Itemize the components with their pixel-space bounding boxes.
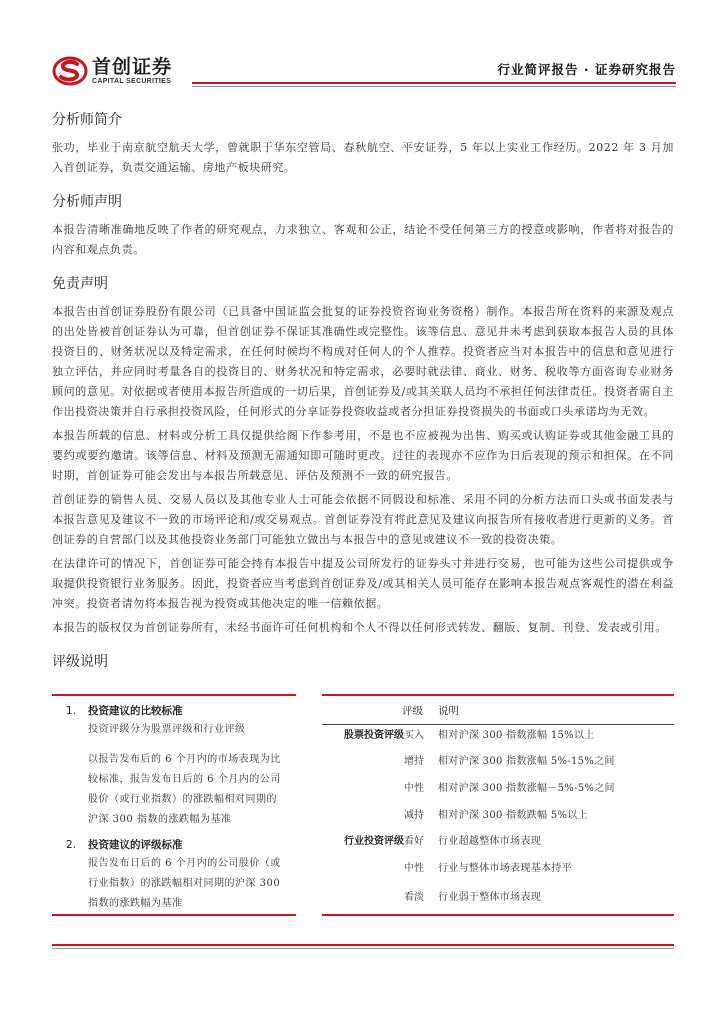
rating-level: 减持 xyxy=(404,810,424,821)
rating-right-top-rule xyxy=(322,694,674,696)
criteria-number: 2. xyxy=(66,839,77,851)
rating-desc: 相对沪深 300 指数涨幅－5%-5%之间 xyxy=(438,783,615,794)
rating-right-bottom-rule xyxy=(322,914,674,916)
page-header xyxy=(52,52,676,88)
rating-desc: 行业与整体市场表现基本持平 xyxy=(438,863,572,874)
footer-divider-red xyxy=(52,944,674,946)
rating-level: 中性 xyxy=(404,783,424,794)
criteria-line: 较标准，报告发布日后的 6 个月内的公司 xyxy=(88,774,281,785)
criteria-line: 报告发布日后的 6 个月内的公司股价（或 xyxy=(88,858,281,869)
logo-text-en: CAPITAL SECURITIES xyxy=(92,78,172,85)
analyst-statement-text: 本报告清晰准确地反映了作者的研究观点，力求独立、客观和公正，结论不受任何第三方的授意或影响，作者将对报告的内容和观点负责。 xyxy=(52,223,674,256)
report-type-title: 行业简评报告 · 证券研究报告 xyxy=(497,62,676,77)
analyst-intro-title: 分析师简介 xyxy=(52,112,122,128)
disclaimer-paragraph: 本报告的版权仅为首创证券所有，未经书面许可任何机构和个人不得以任何形式转发、翻版、复制、刊登、发表或引用。 xyxy=(52,621,667,634)
logo-text-cn: 首创证券 xyxy=(92,56,173,78)
disclaimer-paragraph: 本报告所载的信息、材料或分析工具仅提供给阁下作参考用，不是也不应被视为出售、购买或认购证券或其他金融工具的要约或要约邀请。该等信息、材料及预测无需通知即可随时更改。过往的表现亦不应作为日后表现的预示和担保。在不同时期，首创证券可能会发出与本报告所载意见、评估及预测不一致的研究报告。 xyxy=(52,429,674,482)
rating-criteria xyxy=(66,702,298,914)
criteria-heading xyxy=(66,836,298,854)
rating-desc: 相对沪深 300 指数跌幅 5%以上 xyxy=(438,810,588,821)
criteria-heading-text: 投资建议的比较标准 xyxy=(88,705,183,717)
footer-divider-gray xyxy=(52,948,674,949)
rating-section xyxy=(52,694,674,920)
criteria-line: 指数的涨跌幅为基准 xyxy=(88,898,183,909)
rating-table-header-rule xyxy=(322,724,674,725)
criteria-line: 行业指数）的涨跌幅相对同期的沪深 300 xyxy=(88,878,281,889)
rating-category: 行业投资评级 xyxy=(344,836,404,847)
header-divider-red xyxy=(192,82,676,84)
rating-desc: 相对沪深 300 指数涨幅 5%-15%之间 xyxy=(438,756,615,767)
rating-table-col-level: 评级 xyxy=(402,705,423,717)
rating-category: 股票投资评级 xyxy=(344,730,404,741)
analyst-statement-title: 分析师声明 xyxy=(52,194,122,210)
rating-level: 看好 xyxy=(404,836,424,847)
rating-table-col-desc: 说明 xyxy=(438,705,459,717)
disclaimer-paragraph: 首创证券的销售人员、交易人员以及其他专业人士可能会依据不同假设和标准、采用不同的分析方法而口头或书面发表与本报告意见及建议不一致的市场评论和/或交易观点。首创证券没有将此意见及建议向报告所有接收者进行更新的义务。首创证券的自营部门以及其他投资业务部门可能独立做出与本报告中的意见或建议不一致的投资决策。 xyxy=(52,493,674,546)
criteria-line: 投资评级分为股票评级和行业评级 xyxy=(88,724,246,735)
header-divider-gray xyxy=(192,86,676,87)
rating-left-top-rule xyxy=(52,694,296,696)
analyst-intro-text: 张功，毕业于南京航空航天大学，曾就职于华东空管局、春秋航空、平安证券，5 年以上实业工作经历。2022 年 3 月加入首创证券，负责交通运输、房地产板块研究。 xyxy=(52,141,674,174)
disclaimer-paragraph: 本报告由首创证券股份有限公司（已具备中国证监会批复的证券投资咨询业务资格）制作。本报告所在资料的来源及观点的出处皆被首创证券认为可靠，但首创证券不保证其准确性或完整性。该等信息、意见并未考虑到获取本报告人员的具体投资目的、财务状况以及特定需求，在任何时候均不构成对任何人的个人推荐。投资者应当对本报告中的信息和意见进行独立评估，并应同时考量各自的投资目的、财务状况和特定需求，必要时就法律、商业、财务、税收等方面咨询专业财务顾问的意见。对依据或者使用本报告所造成的一切后果，首创证券及/或其关联人员均不承担任何法律责任。投资者需自主作出投资决策并自行承担投资风险，任何形式的分享证券投资收益或者分担证券投资损失的书面或口头承诺均为无效。 xyxy=(52,305,674,418)
rating-level: 增持 xyxy=(404,756,424,767)
criteria-heading xyxy=(66,702,298,720)
criteria-line: 以报告发布后的 6 个月内的市场表现为比 xyxy=(88,754,281,765)
rating-title: 评级说明 xyxy=(52,654,108,670)
rating-desc: 行业弱于整体市场表现 xyxy=(438,892,541,903)
rating-desc: 行业超越整体市场表现 xyxy=(438,836,541,847)
disclaimer-title: 免责声明 xyxy=(52,276,108,292)
criteria-number: 1. xyxy=(66,705,77,717)
disclaimer-paragraph: 在法律许可的情况下，首创证券可能会持有本报告中提及公司所发行的证券头寸并进行交易，也可能为这些公司提供或争取提供投资银行业务服务。因此，投资者应当考虑到首创证券及/或其相关人员可能存在影响本报告观点客观性的潜在利益冲突。投资者请勿将本报告视为投资或其他决定的唯一信赖依据。 xyxy=(52,557,674,610)
capital-securities-logo-icon xyxy=(52,56,88,86)
rating-desc: 相对沪深 300 指数涨幅 15%以上 xyxy=(438,730,595,741)
main-content xyxy=(52,110,674,680)
criteria-heading-text: 投资建议的评级标准 xyxy=(88,839,183,851)
rating-level: 中性 xyxy=(404,863,424,874)
rating-level: 看淡 xyxy=(404,892,424,903)
criteria-line: 沪深 300 指数的涨跌幅为基准 xyxy=(88,814,232,825)
rating-level: 买入 xyxy=(404,730,424,741)
criteria-line: 股价（或行业指数）的涨跌幅相对同期的 xyxy=(88,794,277,805)
rating-left-bottom-rule xyxy=(52,914,296,916)
